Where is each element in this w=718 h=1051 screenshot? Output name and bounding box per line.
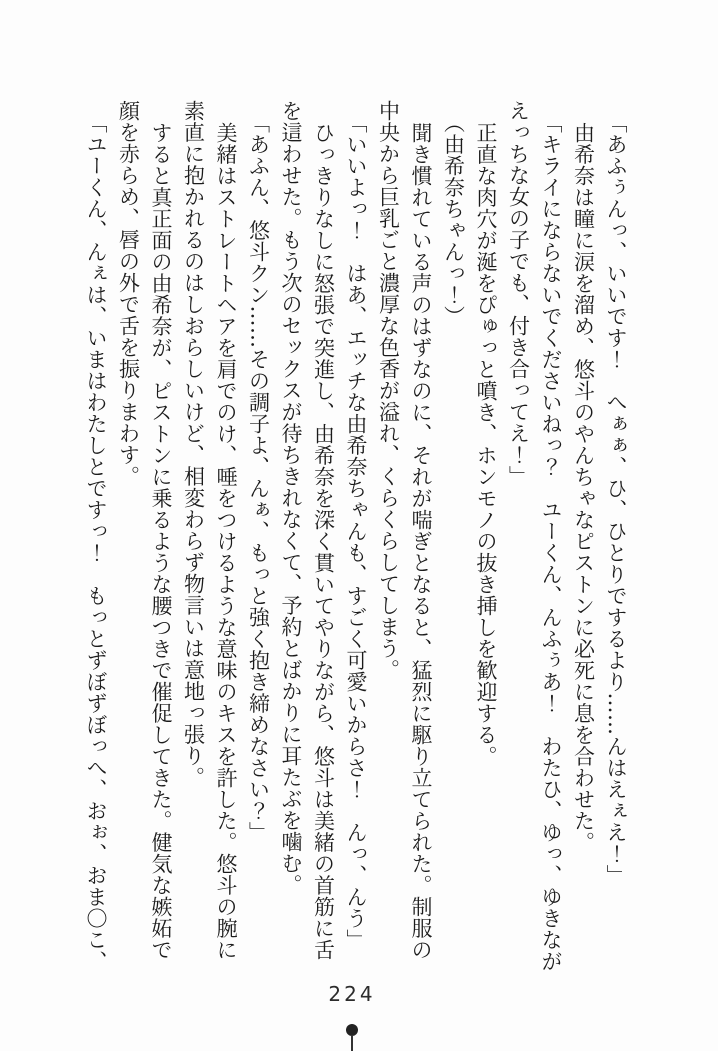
paragraph: 「あふぅんっ、いいです！ へぁぁ、ひ、ひとりでするより……んはえぇえ！」	[604, 111, 628, 886]
paragraph: ひっきりなしに怒張で突進し、由希奈を深く貫いてやりながら、悠斗は美緒の首筋に舌を這わせた。もう次のセックスが待ちきれなくて、予約とばかりに耳たぶを噛む。	[279, 100, 336, 961]
binding-mark	[345, 1024, 359, 1051]
page-footer	[0, 982, 704, 1006]
paragraph: （由希奈ちゃんっ！）	[441, 111, 466, 327]
paragraph: 美緒はストレートヘアを肩でのけ、唾をつけるような意味のキスを許した。悠斗の腕に素直に抱かれるのはしおらしいけど、相変わらず物言いは意地っ張り。	[181, 100, 238, 961]
body-text	[80, 100, 633, 980]
paragraph: 正直な肉穴が涎をぴゅっと噴き、ホンモノの抜き挿しを歓迎する。	[474, 122, 498, 768]
paragraph: 「キライにならないでくださいねっ？ ユーくん、んふぅあ！ わたひ、ゆっ、ゆきながえっちな女の子でも、付き合ってえ！」	[506, 100, 563, 972]
paragraph: 「あふん、悠斗クン……その調子よ、んぁ、もっと強く抱き締めなさい？」	[246, 111, 271, 843]
paragraph: 聞き慣れている声のはずなのに、それが喘ぎとなると、猛烈に駆り立てられた。制服の中央から巨乳ごと濃厚な色香が溢れ、くらくらしてしまう。	[376, 100, 433, 961]
page-number: 224	[328, 982, 376, 1006]
paragraph: 「いいよっ！ はあ、エッチな由希奈ちゃんも、すごく可愛いからさ！ んっ、んう」	[344, 111, 368, 951]
paragraph: 由希奈は瞳に涙を溜め、悠斗のやんちゃなピストンに必死に息を合わせた。	[571, 122, 596, 854]
binding-stem-line	[351, 1035, 353, 1051]
paragraph: 「ユーくん、んぇは、いまはわたしとですっ！ もっとずぼずぼっへ、おぉ、おま〇こ、	[84, 111, 108, 972]
paragraph: すると真正面の由希奈が、ピストンに乗るような腰つきで催促してきた。健気な嫉妬で顔を赤らめ、唇の外で舌を振りまわす。	[116, 100, 173, 961]
